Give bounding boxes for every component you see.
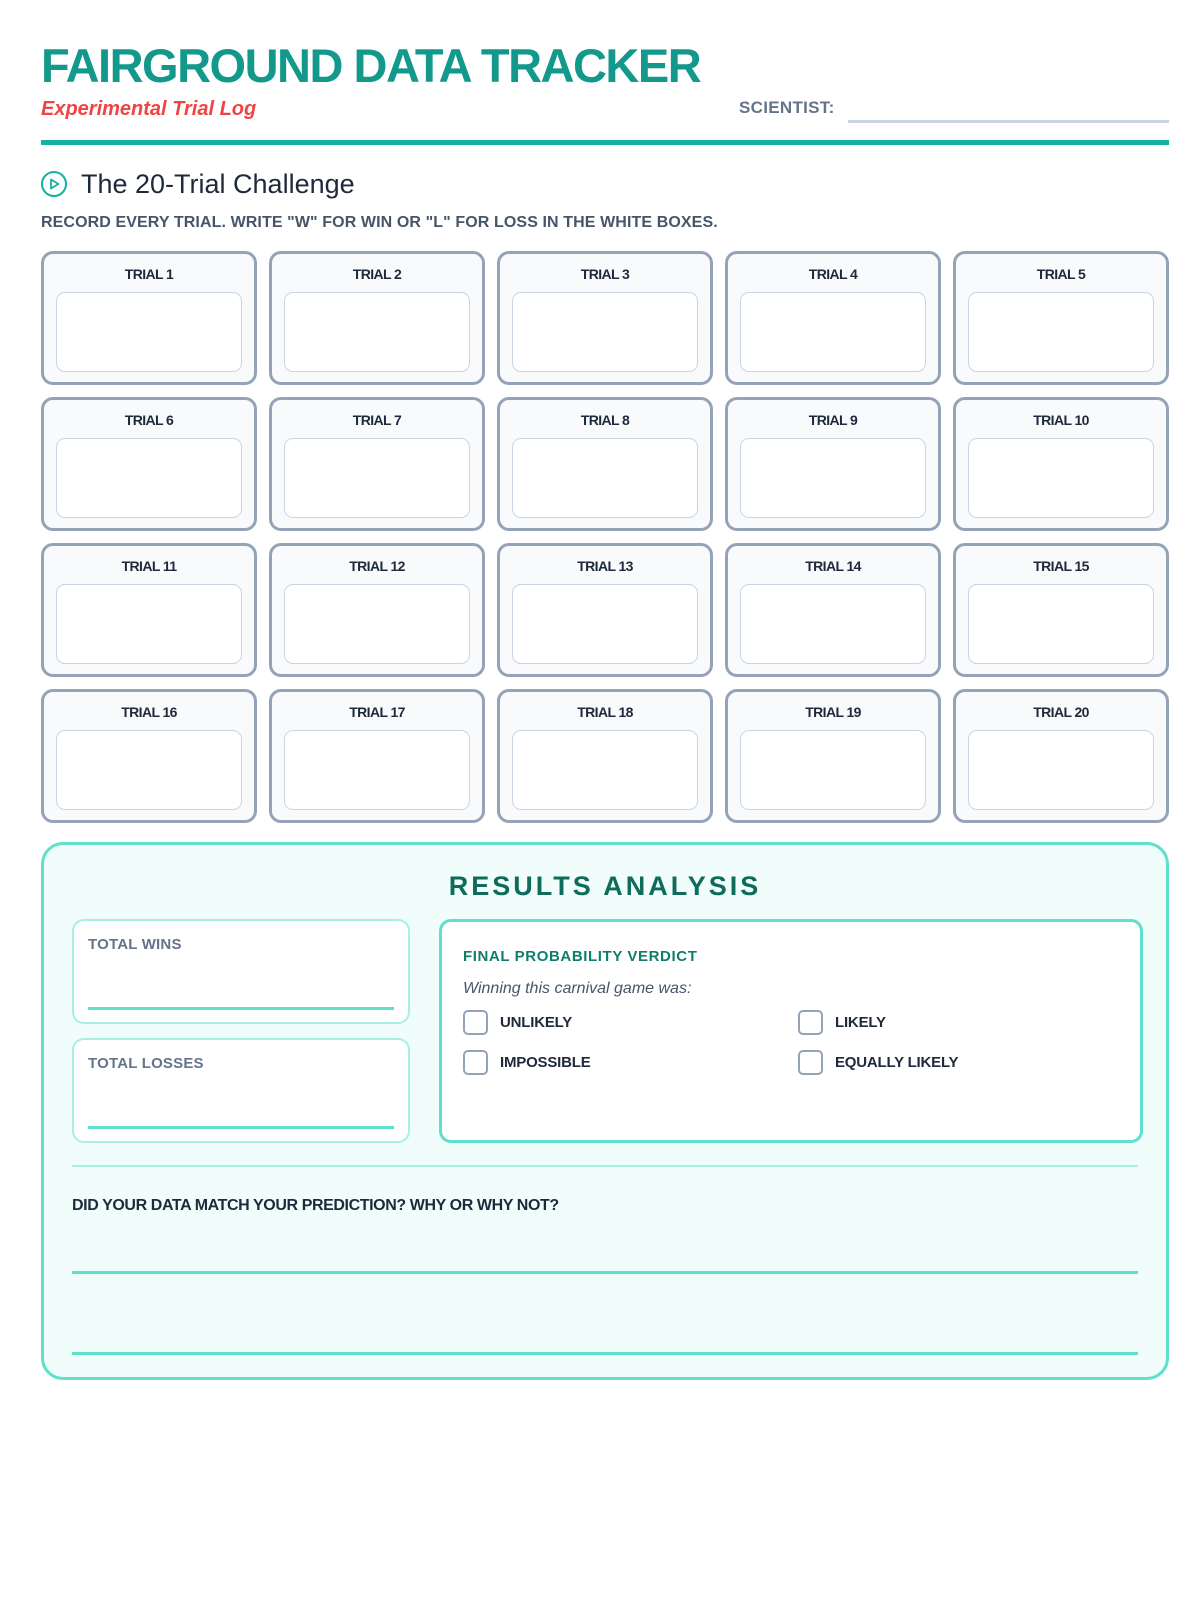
- option-equally-likely[interactable]: [798, 1050, 958, 1075]
- trial-result-input[interactable]: [284, 584, 470, 664]
- total-wins-field[interactable]: [88, 1007, 394, 1010]
- results-panel: [41, 842, 1169, 1380]
- trial-grid: [41, 251, 1169, 823]
- trial-result-input[interactable]: [740, 730, 926, 810]
- trial-result-input[interactable]: [968, 292, 1154, 372]
- play-circle-icon: [41, 171, 67, 197]
- trial-label: TRIAL 14: [805, 558, 861, 574]
- results-title: RESULTS ANALYSIS: [448, 871, 762, 901]
- trial-label: TRIAL 19: [805, 704, 861, 720]
- header: [41, 0, 1169, 145]
- trial-card: [497, 689, 713, 823]
- trial-result-input[interactable]: [512, 292, 698, 372]
- unlikely-checkbox[interactable]: [463, 1010, 488, 1035]
- trial-result-input[interactable]: [56, 730, 242, 810]
- trial-card: [41, 689, 257, 823]
- total-losses-label: TOTAL LOSSES: [88, 1055, 204, 1072]
- trial-label: TRIAL 7: [352, 412, 402, 428]
- page-title: FAIRGROUND DATA TRACKER: [41, 39, 701, 92]
- total-wins-label: TOTAL WINS: [88, 936, 182, 953]
- trial-label: TRIAL 9: [808, 412, 858, 428]
- option-unlikely[interactable]: [463, 1010, 572, 1035]
- trial-result-input[interactable]: [968, 438, 1154, 518]
- answer-line-2[interactable]: [72, 1352, 1138, 1355]
- trial-card: [725, 689, 941, 823]
- scientist-name-field[interactable]: [848, 120, 1169, 123]
- trial-result-input[interactable]: [284, 292, 470, 372]
- trial-result-input[interactable]: [284, 438, 470, 518]
- section-header: [41, 168, 355, 200]
- trial-card: [953, 397, 1169, 531]
- trial-label: TRIAL 1: [124, 266, 174, 282]
- trial-result-input[interactable]: [740, 438, 926, 518]
- trial-result-input[interactable]: [56, 292, 242, 372]
- trial-card: [725, 251, 941, 385]
- option-label: LIKELY: [835, 1014, 886, 1031]
- option-likely[interactable]: [798, 1010, 886, 1035]
- section-title: The 20-Trial Challenge: [81, 168, 355, 199]
- trial-card: [497, 397, 713, 531]
- trial-result-input[interactable]: [968, 584, 1154, 664]
- trial-label: TRIAL 13: [577, 558, 633, 574]
- trial-label: TRIAL 15: [1033, 558, 1089, 574]
- trial-result-input[interactable]: [284, 730, 470, 810]
- trial-label: TRIAL 2: [352, 266, 402, 282]
- equally-likely-checkbox[interactable]: [798, 1050, 823, 1075]
- verdict-box: [439, 919, 1143, 1143]
- trial-label: TRIAL 11: [121, 558, 177, 574]
- page-subtitle: Experimental Trial Log: [41, 98, 257, 120]
- likely-checkbox[interactable]: [798, 1010, 823, 1035]
- option-label: IMPOSSIBLE: [500, 1054, 591, 1071]
- trial-result-input[interactable]: [740, 292, 926, 372]
- trial-label: TRIAL 12: [349, 558, 405, 574]
- verdict-prompt: Winning this carnival game was:: [463, 980, 692, 997]
- total-losses-field[interactable]: [88, 1126, 394, 1129]
- trial-label: TRIAL 4: [808, 266, 858, 282]
- instructions: RECORD EVERY TRIAL. WRITE "W" FOR WIN OR "L" FOR LOSS IN THE WHITE BOXES.: [41, 214, 718, 231]
- trial-card: [269, 251, 485, 385]
- impossible-checkbox[interactable]: [463, 1050, 488, 1075]
- trial-card: [41, 397, 257, 531]
- trial-card: [953, 689, 1169, 823]
- trial-result-input[interactable]: [740, 584, 926, 664]
- divider: [72, 1165, 1138, 1167]
- trial-result-input[interactable]: [56, 438, 242, 518]
- trial-label: TRIAL 18: [577, 704, 633, 720]
- verdict-title: FINAL PROBABILITY VERDICT: [463, 948, 698, 965]
- trial-label: TRIAL 17: [349, 704, 405, 720]
- trial-card: [269, 543, 485, 677]
- trial-card: [269, 397, 485, 531]
- trial-card: [269, 689, 485, 823]
- trial-card: [41, 543, 257, 677]
- reflection-question: DID YOUR DATA MATCH YOUR PREDICTION? WHY OR WHY NOT?: [72, 1197, 559, 1214]
- total-wins-box: [72, 919, 410, 1024]
- trial-label: TRIAL 20: [1033, 704, 1089, 720]
- trial-card: [725, 397, 941, 531]
- trial-result-input[interactable]: [512, 584, 698, 664]
- trial-label: TRIAL 6: [124, 412, 174, 428]
- trial-card: [497, 543, 713, 677]
- option-label: UNLIKELY: [500, 1014, 573, 1031]
- total-losses-box: [72, 1038, 410, 1143]
- trial-card: [953, 251, 1169, 385]
- option-impossible[interactable]: [463, 1050, 591, 1075]
- trial-card: [953, 543, 1169, 677]
- trial-result-input[interactable]: [512, 730, 698, 810]
- trial-card: [497, 251, 713, 385]
- trial-result-input[interactable]: [56, 584, 242, 664]
- trial-label: TRIAL 16: [121, 704, 177, 720]
- trial-card: [725, 543, 941, 677]
- trial-result-input[interactable]: [512, 438, 698, 518]
- answer-line-1[interactable]: [72, 1271, 1138, 1274]
- worksheet-page: [41, 0, 1169, 1214]
- trial-label: TRIAL 8: [580, 412, 630, 428]
- trial-label: TRIAL 5: [1036, 266, 1086, 282]
- trial-label: TRIAL 3: [580, 266, 630, 282]
- trial-result-input[interactable]: [968, 730, 1154, 810]
- scientist-label: SCIENTIST:: [739, 98, 835, 117]
- trial-label: TRIAL 10: [1033, 412, 1089, 428]
- trial-card: [41, 251, 257, 385]
- option-label: EQUALLY LIKELY: [835, 1054, 959, 1071]
